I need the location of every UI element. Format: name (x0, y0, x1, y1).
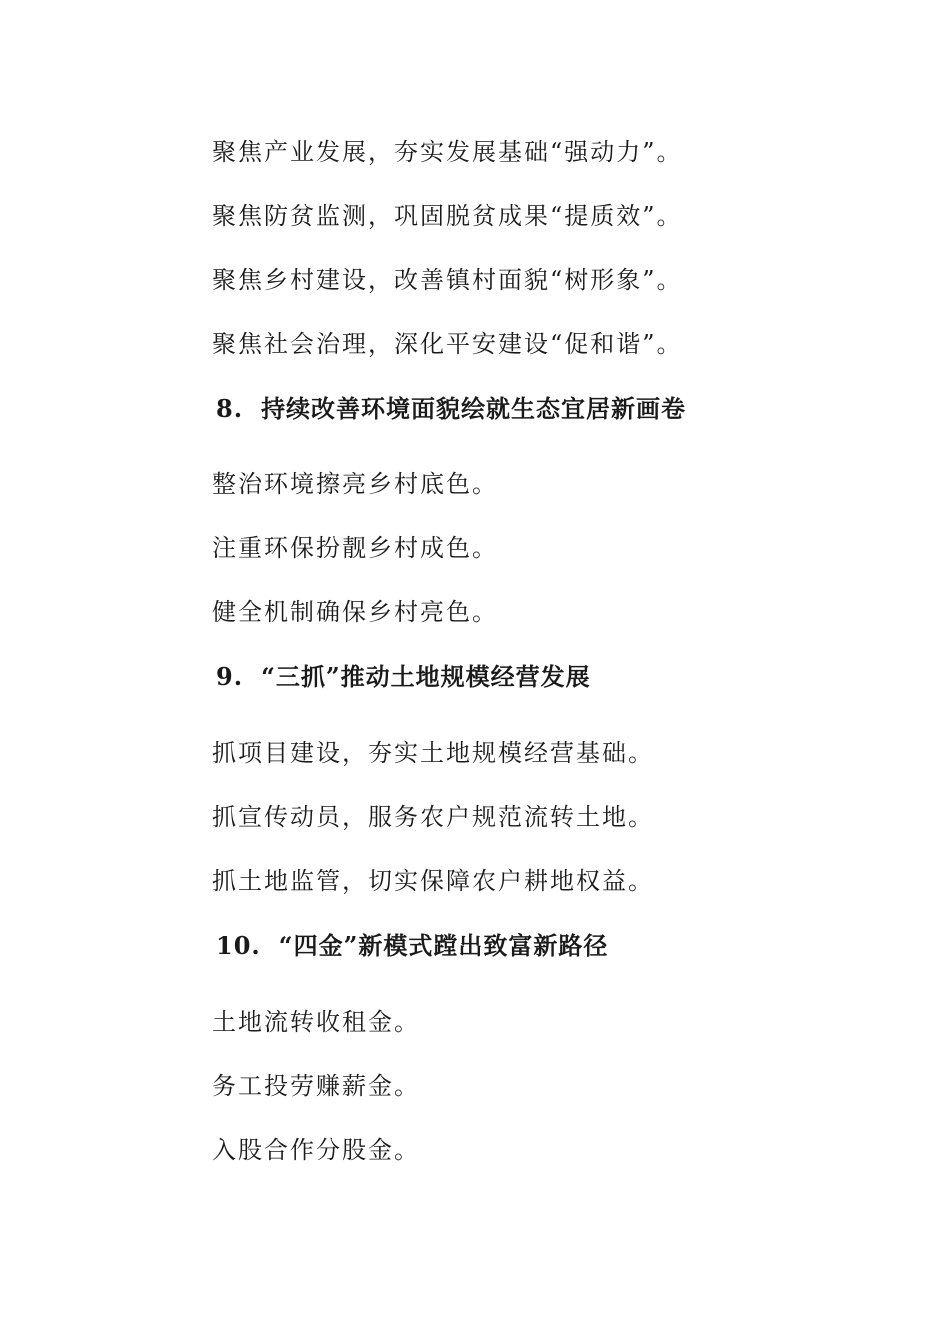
section-10-title: “四金”新模式蹚出致富新路径 (278, 931, 609, 960)
paragraph-income-wage: 务工投劳赚薪金。 (212, 1072, 420, 1100)
section-8-number: 8. (216, 394, 244, 423)
section-8-title: 持续改善环境面貌绘就生态宜居新画卷 (261, 394, 687, 423)
section-9-number: 9. (216, 662, 244, 691)
section-10-number: 10. (216, 931, 261, 960)
paragraph-rural-construction: 聚焦乡村建设，改善镇村面貌“树形象”。 (212, 266, 683, 294)
paragraph-land-3: 抓土地监管，切实保障农户耕地权益。 (212, 867, 654, 895)
paragraph-land-2: 抓宣传动员，服务农户规范流转土地。 (212, 803, 654, 831)
section-9-title: “三抓”推动土地规模经营发展 (261, 662, 591, 691)
section-8-heading (212, 393, 686, 425)
paragraph-environment-2: 注重环保扮靓乡村成色。 (212, 534, 498, 562)
paragraph-industry: 聚焦产业发展，夯实发展基础“强动力”。 (212, 138, 683, 166)
paragraph-poverty-monitoring: 聚焦防贫监测，巩固脱贫成果“提质效”。 (212, 202, 683, 230)
paragraph-income-dividend: 入股合作分股金。 (212, 1136, 420, 1164)
paragraph-social-governance: 聚焦社会治理，深化平安建设“促和谐”。 (212, 330, 683, 358)
section-10-heading (212, 930, 608, 962)
paragraph-income-rent: 土地流转收租金。 (212, 1008, 420, 1036)
paragraph-land-1: 抓项目建设，夯实土地规模经营基础。 (212, 739, 654, 767)
paragraph-environment-3: 健全机制确保乡村亮色。 (212, 598, 498, 626)
section-9-heading (212, 661, 591, 693)
paragraph-environment-1: 整治环境擦亮乡村底色。 (212, 470, 498, 498)
